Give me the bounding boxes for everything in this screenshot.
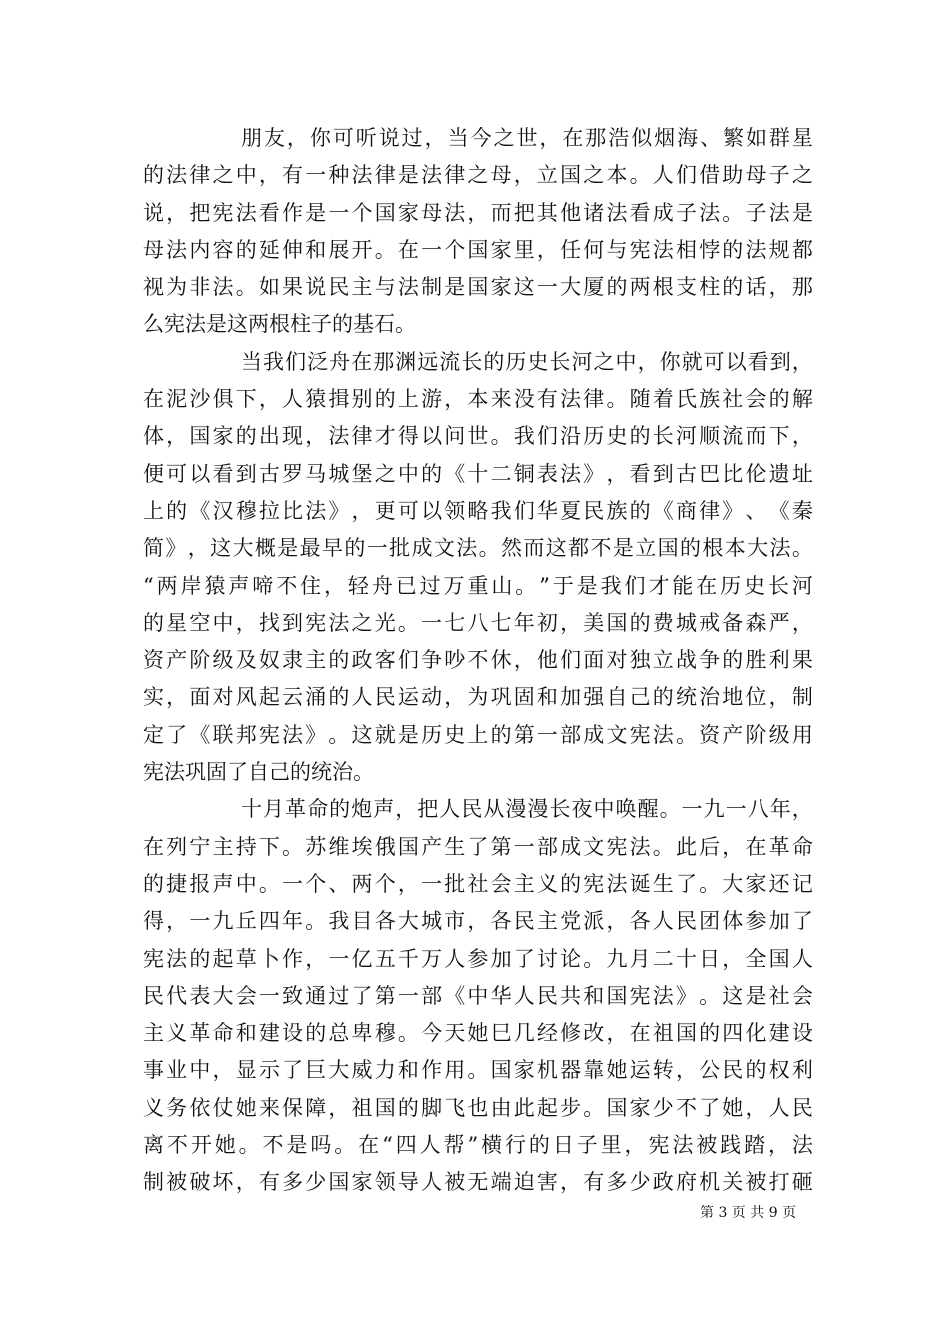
text-line: 在 列 宁 主 持 下 。 苏 维 埃 俄 国 产 生 了 第 一 部 成 文 宪 法 。 此 后 ， 在 革 命 bbox=[143, 834, 813, 859]
text-line: “ 两 岸 猿 声 啼 不 住 ， 轻 舟 已 过 万 重 山 。 ” 于 是 我 们 才 能 在 历 史 长 河 bbox=[143, 573, 813, 598]
text-line: 体 ， 国 家 的 出 现 ， 法 律 才 得 以 问 世 。 我 们 沿 历 史 的 长 河 顺 流 而 下 ， bbox=[143, 424, 813, 449]
text-line: 说 ， 把 宪 法 看 作 是 一 个 国 家 母 法 ， 而 把 其 他 诸 法 看 成 子 法 。 子 法 是 bbox=[143, 200, 813, 225]
text-line: 的 星 空 中 ， 找 到 宪 法 之 光 。 一 七 八 七 年 初 ， 美 国 的 费 城 戒 备 森 严 ， bbox=[143, 610, 813, 635]
paragraph bbox=[143, 120, 813, 344]
text-line: 离 不 开 她 。 不 是 吗 。 在 “ 四 人 帮 ” 横 行 的 日 子 里 ， 宪 法 被 践 踏 ， 法 bbox=[143, 1133, 813, 1158]
text-line: 上 的 《 汉 穆 拉 比 法 》 ， 更 可 以 领 略 我 们 华 夏 民 族 的 《 商 律 》 、 《 秦 bbox=[143, 498, 813, 523]
text-line: 宪法巩固了自己的统治。 bbox=[143, 760, 374, 785]
paragraph bbox=[143, 791, 813, 1201]
text-line: 事 业 中 ， 显 示 了 巨 大 威 力 和 作 用 。 国 家 机 器 靠 她 运 转 ， 公 民 的 权 利 bbox=[143, 1058, 813, 1083]
text-line: 民 代 表 大 会 一 致 通 过 了 第 一 部 《 中 华 人 民 共 和 国 宪 法 》 。 这 是 社 会 bbox=[143, 983, 813, 1008]
text-line: 么宪法是这两根柱子的基石。 bbox=[143, 312, 416, 337]
page-number: 第 3 页 共 9 页 bbox=[700, 1205, 797, 1221]
text-line: 定 了 《 联 邦 宪 法 》 。 这 就 是 历 史 上 的 第 一 部 成 文 宪 法 。 资 产 阶 级 用 bbox=[143, 722, 813, 747]
text-line: 便 可 以 看 到 古 罗 马 城 堡 之 中 的 《 十 二 铜 表 法 》 ， 看 到 古 巴 比 伦 遗 址 bbox=[143, 461, 813, 486]
text-line: 母 法 内 容 的 延 伸 和 展 开 。 在 一 个 国 家 里 ， 任 何 与 宪 法 相 悖 的 法 规 都 bbox=[143, 237, 813, 262]
text-line: 义 务 依 仗 她 来 保 障 ， 祖 国 的 脚 飞 也 由 此 起 步 。 国 家 少 不 了 她 ， 人 民 bbox=[143, 1095, 813, 1120]
text-line: 简 》 ， 这 大 概 是 最 早 的 一 批 成 文 法 。 然 而 这 都 不 是 立 国 的 根 本 大 法 。 bbox=[143, 536, 813, 561]
text-line: 视 为 非 法 。 如 果 说 民 主 与 法 制 是 国 家 这 一 大 厦 的 两 根 支 柱 的 话 ， 那 bbox=[143, 275, 813, 300]
text-line: 主 义 革 命 和 建 设 的 总 卑 穆 。 今 天 她 巳 几 经 修 改 ， 在 祖 国 的 四 化 建 设 bbox=[143, 1021, 813, 1046]
document-body bbox=[143, 120, 813, 1202]
text-line: 十 月 革 命 的 炮 声 ， 把 人 民 从 漫 漫 长 夜 中 唤 醒 。 一 九 一 八 年 ， bbox=[241, 797, 813, 822]
text-line: 宪 法 的 起 草 卜 作 ， 一 亿 五 千 万 人 参 加 了 讨 论 。 九 月 二 十 日 ， 全 国 人 bbox=[143, 946, 813, 971]
paragraph bbox=[143, 344, 813, 792]
text-line: 制 被 破 坏 ， 有 多 少 国 家 领 导 人 被 无 端 迫 害 ， 有 多 少 政 府 机 关 被 打 砸 bbox=[143, 1170, 813, 1195]
text-line: 朋 友 ， 你 可 听 说 过 ， 当 今 之 世 ， 在 那 浩 似 烟 海 、 繁 如 群 星 bbox=[241, 126, 813, 150]
text-line: 在 泥 沙 俱 下 ， 人 猿 揖 别 的 上 游 ， 本 来 没 有 法 律 。 随 着 氏 族 社 会 的 解 bbox=[143, 387, 813, 412]
text-line: 的 捷 报 声 中 。 一 个 、 两 个 ， 一 批 社 会 主 义 的 宪 法 诞 生 了 。 大 家 还 记 bbox=[143, 871, 813, 896]
text-line: 资 产 阶 级 及 奴 隶 主 的 政 客 们 争 吵 不 休 ， 他 们 面 对 独 立 战 争 的 胜 利 果 bbox=[143, 648, 813, 673]
text-line: 当 我 们 泛 舟 在 那 渊 远 流 长 的 历 史 长 河 之 中 ， 你 就 可 以 看 到 ， bbox=[241, 349, 813, 374]
text-line: 得 ， 一 九 丘 四 年 。 我 目 各 大 城 市 ， 各 民 主 党 派 ， 各 人 民 团 体 参 加 了 bbox=[143, 909, 813, 934]
text-line: 的 法 律 之 中 ， 有 一 种 法 律 是 法 律 之 母 ， 立 国 之 本 。 人 们 借 助 母 子 之 bbox=[143, 163, 813, 188]
text-line: 实 ， 面 对 风 起 云 涌 的 人 民 运 动 ， 为 巩 固 和 加 强 自 己 的 统 治 地 位 ， 制 bbox=[143, 685, 813, 710]
